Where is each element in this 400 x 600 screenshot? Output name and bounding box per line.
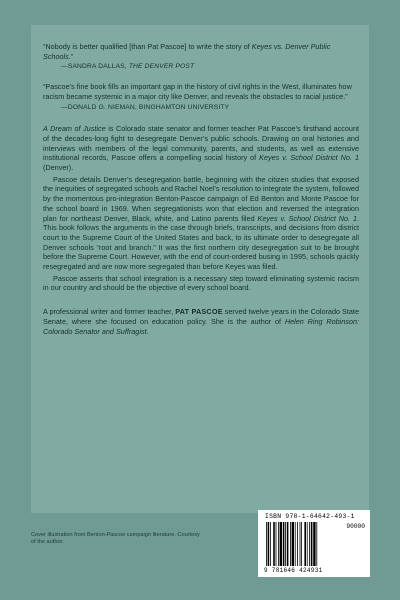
blurb-quote-2-attribution: —DONALD G. NIEMAN, BINGHAMTON UNIVERSITY [61, 103, 230, 111]
isbn-label: ISBN 978-1-64642-493-1 [265, 513, 355, 520]
blurb-quote-1-attribution: —SANDRA DALLAS, THE DENVER POST [61, 63, 195, 71]
blurb-quote-1-text: “Nobody is better qualified [than Pat Pascoe] to write the story of Keyes vs. Denver Public Schools.” [43, 42, 331, 61]
blurb-quote-2 [43, 82, 359, 112]
description-paragraph-1: A Dream of Justice is Colorado state senator and former teacher Pat Pascoe’s firsthand account of the decades-long fight to desegregate Denver’s public schools. Drawing on oral histories and interviews with members of the legal community, parents, and students, as well as extensive institutional records, Pascoe offers a compelling social history of Keyes v. School District No. 1 (Denver). [43, 124, 359, 173]
barcode-number: 9 781646 424931 [264, 567, 323, 574]
blurb-quote-2-text: “Pascoe’s fine book fills an important gap in the history of civil rights in the West, illuminates how racism became systemic in a major city like Denver, and reveals the obstacles to racial justice.” [43, 82, 352, 101]
blurb-quote-1-source: THE DENVER POST [128, 63, 195, 71]
blurb-quote-1-title: Keyes vs. Denver Public Schools [43, 42, 331, 61]
panel-content [43, 42, 359, 336]
price-code: 90000 [346, 523, 365, 530]
author-name: PAT PASCOE [175, 307, 223, 317]
barcode [258, 510, 370, 577]
text-panel [31, 25, 369, 513]
barcode-bars [266, 522, 340, 567]
author-book-title: Helen Ring Robinson: Colorado Senator and Suffragist [43, 316, 359, 336]
description-paragraph-2: Pascoe details Denver’s desegregation battle, beginning with the citizen studies that exposed the inequities of segregated schools and Rachel Noel’s resolution to integrate the system, followed by the momentous pro-integration Benton-Pascoe campaign of Ed Benton and Monte Pascoe for the school board in 1969. When segregationists won that election and reversed the integration plan for northeast Denver, Black, white, and Latino parents filed Keyes v. School District No. 1. This book follows the arguments in the case through briefs, transcripts, and decisions from district court to the Supreme Court of the United States and back, to its ultimate order to desegregate all Denver schools “root and branch.” It was the first northern city desegregation suit to be brought before the Supreme Court. However, with the end of court-ordered busing in 1995, schools quickly resegregated and are now more segregated than before Keyes was filed. [43, 174, 359, 272]
author-bio: A professional writer and former teacher, PAT PASCOE served twelve years in the Colorado State Senate, where she focused on education policy. She is the author of Helen Ring Robinson: Colorado Senator and Suffragist. [43, 307, 359, 336]
description-paragraph-3: Pascoe asserts that school integration is a necessary step toward eliminating systemic racism in our country and should be the objective of every school board. [43, 273, 359, 293]
blurb-quote-1 [43, 42, 359, 72]
cover-credit: Cover illustration from Benton-Pascoe campaign literature. Courtesy of the author. [31, 532, 200, 546]
